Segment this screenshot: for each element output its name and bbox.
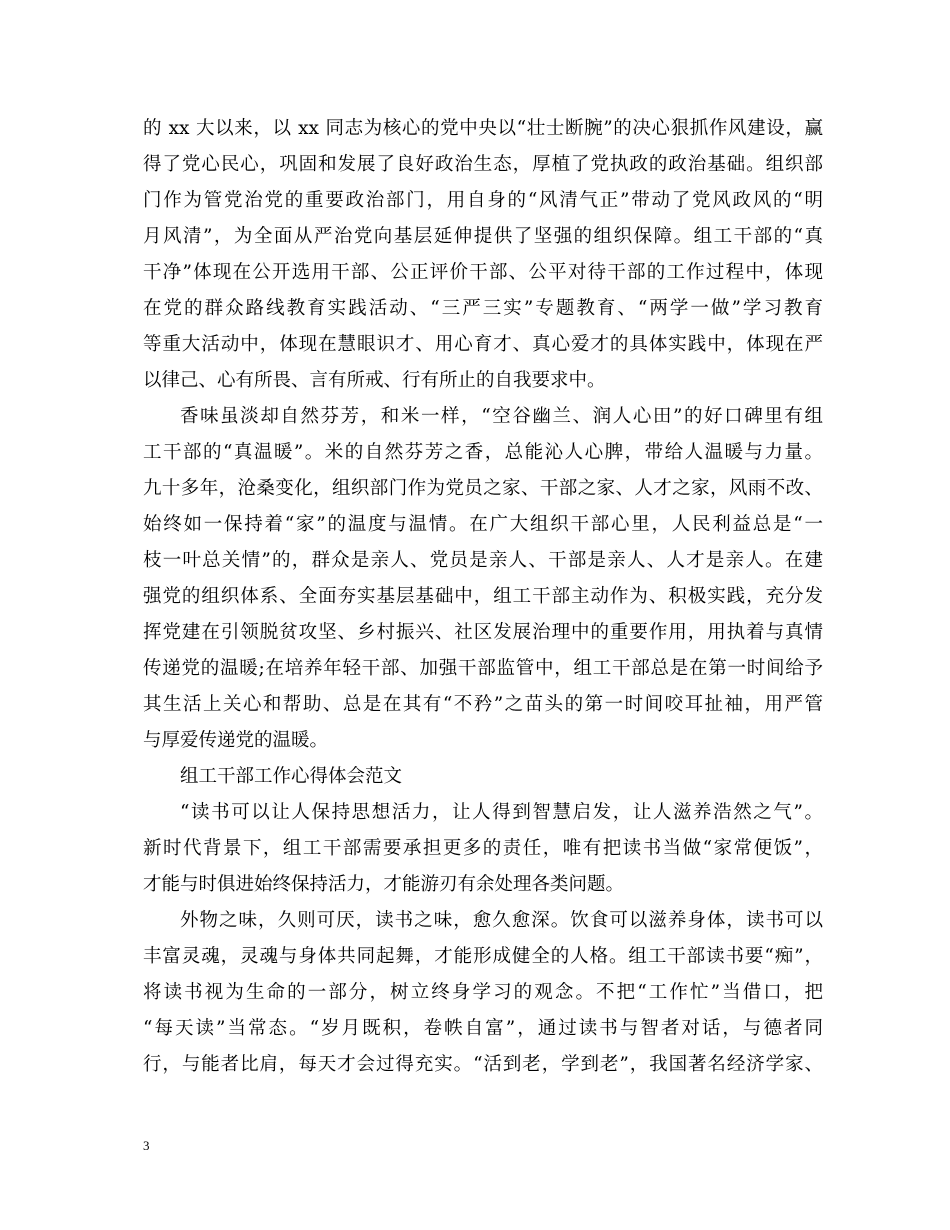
text-line: 以律己、心有所畏、言有所戒、行有所止的自我要求中。 [143,370,606,391]
text-line: 干净”体现在公开选用干部、公正评价干部、公平对待干部的工作过程中，体现 [143,262,823,283]
text-line: 始终如一保持着“家”的温度与温情。在广大组织干部心里，人民利益总是“一 [143,514,823,535]
text-line: 才能与时俱进始终保持活力，才能游刃有余处理各类问题。 [143,874,625,895]
text-line: 强党的组织体系、全面夯实基层基础中，组工干部主动作为、积极实践，充分发 [143,586,823,607]
text-line: 新时代背景下，组工干部需要承担更多的责任，唯有把读书当做“家常便饭”， [143,838,823,859]
text-line: 工干部的“真温暖”。米的自然芬芳之香，总能沁人心脾，带给人温暖与力量。 [143,442,823,463]
text-line: 枝一叶总关情”的，群众是亲人、党员是亲人、干部是亲人、人才是亲人。在建 [143,550,823,571]
text-line: “读书可以让人保持思想活力，让人得到智慧启发，让人滋养浩然之气”。 [180,802,823,823]
text-line: 得了党心民心，巩固和发展了良好政治生态，厚植了党执政的政治基础。组织部 [143,154,823,175]
text-line: 的 xx 大以来，以 xx 同志为核心的党中央以“壮士断腕”的决心狠抓作风建设，赢 [143,118,823,139]
text-line: 其生活上关心和帮助、总是在其有“不矜”之苗头的第一时间咬耳扯袖，用严管 [143,694,823,715]
section-heading: 组工干部工作心得体会范文 [180,766,403,787]
text-line: 等重大活动中，体现在慧眼识才、用心育才、真心爱才的具体实践中，体现在严 [143,334,823,355]
text-line: 丰富灵魂，灵魂与身体共同起舞，才能形成健全的人格。组工干部读书要“痴”， [143,946,823,967]
text-line: 传递党的温暖;在培养年轻干部、加强干部监管中，组工干部总是在第一时间给予 [143,658,823,679]
text-line: 将读书视为生命的一部分，树立终身学习的观念。不把“工作忙”当借口，把 [143,982,823,1003]
text-line: 与厚爱传递党的温暖。 [143,730,329,751]
text-line: “每天读”当常态。“岁月既积，卷帙自富”，通过读书与智者对话，与德者同 [143,1018,823,1039]
text-line: 行，与能者比肩，每天才会过得充实。“活到老，学到老”，我国著名经济学家、 [143,1054,823,1075]
text-line: 九十多年，沧桑变化，组织部门作为党员之家、干部之家、人才之家，风雨不改、 [143,478,823,499]
text-line: 挥党建在引领脱贫攻坚、乡村振兴、社区发展治理中的重要作用，用执着与真情 [143,622,823,643]
text-line: 月风清”，为全面从严治党向基层延伸提供了坚强的组织保障。组工干部的“真 [143,226,823,247]
text-line: 外物之味，久则可厌，读书之味，愈久愈深。饮食可以滋养身体，读书可以 [180,910,823,931]
text-line: 在党的群众路线教育实践活动、“三严三实”专题教育、“两学一做”学习教育 [143,298,823,319]
page-number: 3 [143,1138,150,1153]
document-body [143,111,823,1083]
text-line: 门作为管党治党的重要政治部门，用自身的“风清气正”带动了党风政风的“明 [143,190,823,211]
text-line: 香味虽淡却自然芬芳，和米一样，“空谷幽兰、润人心田”的好口碑里有组 [180,406,823,427]
